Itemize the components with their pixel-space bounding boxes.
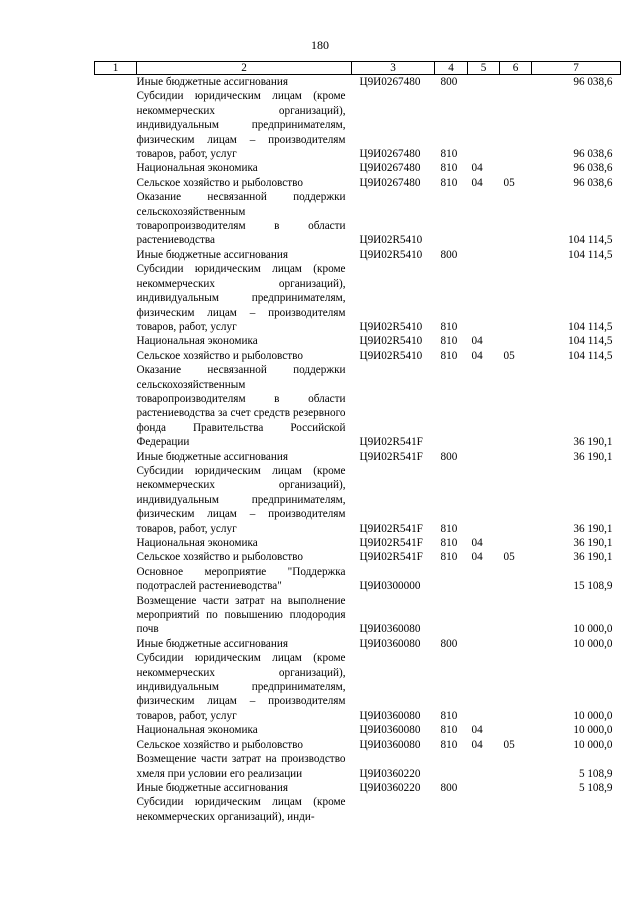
amount: 10 000,0 xyxy=(573,623,613,636)
subsection-code xyxy=(500,248,532,262)
header-col-6: 6 xyxy=(500,62,532,75)
expense-type: 810 xyxy=(440,349,458,362)
expense-type: 800 xyxy=(440,248,458,261)
expense-type xyxy=(435,363,468,449)
empty-cell xyxy=(95,450,137,464)
subsection-code xyxy=(500,363,532,449)
item-name: Национальная экономика xyxy=(136,162,258,175)
section-code xyxy=(468,248,500,262)
section-code xyxy=(468,75,500,90)
table-body xyxy=(95,75,621,825)
subsection-code xyxy=(500,651,532,723)
amount: 10 000,0 xyxy=(573,709,613,722)
item-name: Сельское хозяйство и рыболовство xyxy=(136,551,303,564)
table-row xyxy=(95,738,621,752)
empty-cell xyxy=(95,262,137,334)
expense-type: 810 xyxy=(440,335,458,348)
empty-cell xyxy=(95,550,137,564)
empty-cell xyxy=(95,637,137,651)
subsection-code xyxy=(500,334,532,348)
expense-type xyxy=(435,594,468,637)
expense-type: 800 xyxy=(440,76,458,88)
table-row xyxy=(95,334,621,348)
amount: 36 190,1 xyxy=(573,551,613,564)
empty-cell xyxy=(95,795,137,824)
table-row xyxy=(95,795,621,824)
item-name: Сельское хозяйство и рыболовство xyxy=(136,176,303,189)
section-code xyxy=(468,565,500,594)
table-row xyxy=(95,651,621,723)
subsection-code xyxy=(500,795,532,824)
item-name: Оказание несвязанной поддержки сельскохозяйственным товаропроизводителям в области растениеводства xyxy=(136,191,346,247)
target-code: Ц9И0267480 xyxy=(359,148,421,161)
amount: 104 114,5 xyxy=(568,248,613,261)
target-code: Ц9И02R541F xyxy=(359,436,423,449)
empty-cell xyxy=(95,723,137,737)
empty-cell xyxy=(95,363,137,449)
section-code xyxy=(468,637,500,651)
item-name: Субсидии юридическим лицам (кроме некоммерческих организаций), инди- xyxy=(136,796,346,823)
expense-type: 800 xyxy=(440,781,458,794)
table-row xyxy=(95,550,621,564)
section-code xyxy=(468,594,500,637)
budget-table xyxy=(94,61,621,824)
item-name: Национальная экономика xyxy=(136,724,258,737)
amount: 104 114,5 xyxy=(568,349,613,362)
subsection-code xyxy=(500,594,532,637)
table-row xyxy=(95,349,621,363)
subsection-code xyxy=(500,89,532,161)
amount: 96 038,6 xyxy=(573,76,613,88)
table-header-row xyxy=(95,62,621,75)
target-code: Ц9И0360080 xyxy=(359,738,421,751)
section-code xyxy=(468,190,500,248)
target-code: Ц9И0360080 xyxy=(359,724,421,737)
empty-cell xyxy=(95,464,137,536)
section-code: 04 xyxy=(471,162,483,175)
empty-cell xyxy=(95,334,137,348)
header-col-1: 1 xyxy=(95,62,137,75)
item-name: Иные бюджетные ассигнования xyxy=(136,450,288,463)
item-name: Возмещение части затрат на выполнение мероприятий по повышению плодородия почв xyxy=(136,594,346,636)
table-row xyxy=(95,190,621,248)
target-code: Ц9И02R541F xyxy=(359,537,423,549)
section-code: 04 xyxy=(471,349,483,362)
empty-cell xyxy=(95,781,137,795)
empty-cell xyxy=(95,565,137,594)
expense-type: 810 xyxy=(440,176,458,189)
table-row xyxy=(95,450,621,464)
table-row xyxy=(95,781,621,795)
table-row xyxy=(95,363,621,449)
amount: 36 190,1 xyxy=(573,436,613,449)
target-code: Ц9И0267480 xyxy=(359,162,421,175)
empty-cell xyxy=(95,248,137,262)
empty-cell xyxy=(95,738,137,752)
empty-cell xyxy=(95,161,137,175)
table-row xyxy=(95,89,621,161)
expense-type: 810 xyxy=(440,724,458,737)
amount: 96 038,6 xyxy=(573,176,613,189)
target-code: Ц9И02R5410 xyxy=(359,320,423,333)
amount xyxy=(532,795,621,824)
empty-cell xyxy=(95,594,137,637)
subsection-code: 05 xyxy=(503,349,515,362)
amount: 36 190,1 xyxy=(573,450,613,463)
subsection-code: 05 xyxy=(503,176,515,189)
section-code xyxy=(468,752,500,781)
subsection-code xyxy=(500,637,532,651)
item-name: Сельское хозяйство и рыболовство xyxy=(136,349,303,362)
empty-cell xyxy=(95,752,137,781)
section-code xyxy=(468,781,500,795)
amount: 104 114,5 xyxy=(568,320,613,333)
table-row xyxy=(95,75,621,90)
expense-type xyxy=(435,190,468,248)
target-code: Ц9И02R541F xyxy=(359,522,423,535)
item-name: Национальная экономика xyxy=(136,335,258,348)
expense-type: 800 xyxy=(440,450,458,463)
amount: 10 000,0 xyxy=(573,738,613,751)
subsection-code xyxy=(500,190,532,248)
empty-cell xyxy=(95,349,137,363)
subsection-code: 05 xyxy=(503,551,515,564)
header-col-3: 3 xyxy=(352,62,435,75)
expense-type: 810 xyxy=(440,551,458,564)
section-code: 04 xyxy=(471,551,483,564)
section-code xyxy=(468,651,500,723)
empty-cell xyxy=(95,190,137,248)
subsection-code xyxy=(500,723,532,737)
target-code: Ц9И0267480 xyxy=(359,176,421,189)
header-col-4: 4 xyxy=(435,62,468,75)
section-code: 04 xyxy=(471,738,483,751)
empty-cell xyxy=(95,75,137,90)
section-code xyxy=(468,464,500,536)
item-name: Иные бюджетные ассигнования xyxy=(136,637,288,650)
item-name: Возмещение части затрат на производство хмеля при условии его реализации xyxy=(136,753,346,780)
amount: 96 038,6 xyxy=(573,162,613,175)
target-code: Ц9И02R5410 xyxy=(359,234,423,247)
amount: 104 114,5 xyxy=(568,234,613,247)
target-code: Ц9И02R541F xyxy=(359,450,423,463)
section-code xyxy=(468,262,500,334)
item-name: Оказание несвязанной поддержки сельскохозяйственным товаропроизводителям в области растениеводства за счет средств резервного фонда Правительства Российской Федерации xyxy=(136,364,346,449)
expense-type: 810 xyxy=(440,537,458,549)
expense-type: 810 xyxy=(440,738,458,751)
table-row xyxy=(95,723,621,737)
table-row xyxy=(95,176,621,190)
expense-type: 810 xyxy=(440,709,458,722)
target-code: Ц9И0267480 xyxy=(359,76,421,88)
amount: 96 038,6 xyxy=(573,148,613,161)
expense-type: 810 xyxy=(440,148,458,161)
item-name: Иные бюджетные ассигнования xyxy=(136,76,288,88)
item-name: Иные бюджетные ассигнования xyxy=(136,781,288,794)
expense-type xyxy=(435,752,468,781)
table-row xyxy=(95,536,621,550)
target-code: Ц9И02R5410 xyxy=(359,248,423,261)
header-col-7: 7 xyxy=(532,62,621,75)
target-code: Ц9И0360080 xyxy=(359,623,421,636)
amount: 5 108,9 xyxy=(578,781,613,794)
empty-cell xyxy=(95,651,137,723)
item-name: Национальная экономика xyxy=(136,537,258,549)
section-code: 04 xyxy=(471,724,483,737)
expense-type: 800 xyxy=(440,637,458,650)
subsection-code xyxy=(500,781,532,795)
target-code: Ц9И02R5410 xyxy=(359,335,423,348)
section-code: 04 xyxy=(471,176,483,189)
target-code: Ц9И02R541F xyxy=(359,551,423,564)
item-name: Субсидии юридическим лицам (кроме некоммерческих организаций), индивидуальным предпринимателям, физическим лицам – производителям товаров, работ, услуг xyxy=(136,464,346,535)
target-code: Ц9И0360220 xyxy=(359,781,421,794)
subsection-code xyxy=(500,262,532,334)
section-code: 04 xyxy=(471,537,483,549)
expense-type: 810 xyxy=(440,162,458,175)
target-code: Ц9И02R5410 xyxy=(359,349,423,362)
subsection-code xyxy=(500,565,532,594)
amount: 36 190,1 xyxy=(573,522,613,535)
amount: 36 190,1 xyxy=(573,537,613,549)
table-row xyxy=(95,565,621,594)
subsection-code xyxy=(500,752,532,781)
subsection-code xyxy=(500,75,532,90)
expense-type xyxy=(435,565,468,594)
table-row xyxy=(95,637,621,651)
table-row xyxy=(95,248,621,262)
subsection-code xyxy=(500,536,532,550)
item-name: Субсидии юридическим лицам (кроме некоммерческих организаций), индивидуальным предпринимателям, физическим лицам – производителям товаров, работ, услуг xyxy=(136,90,346,161)
section-code xyxy=(468,450,500,464)
item-name: Сельское хозяйство и рыболовство xyxy=(136,738,303,751)
subsection-code: 05 xyxy=(503,738,515,751)
header-col-2: 2 xyxy=(137,62,352,75)
header-col-5: 5 xyxy=(468,62,500,75)
expense-type: 810 xyxy=(440,522,458,535)
amount: 10 000,0 xyxy=(573,724,613,737)
amount: 15 108,9 xyxy=(573,580,613,593)
empty-cell xyxy=(95,536,137,550)
empty-cell xyxy=(95,176,137,190)
target-code xyxy=(352,795,435,824)
table-row xyxy=(95,161,621,175)
section-code xyxy=(468,89,500,161)
amount: 5 108,9 xyxy=(578,767,613,780)
section-code xyxy=(468,363,500,449)
item-name: Основное мероприятие "Поддержка подотраслей растениеводства" xyxy=(136,565,346,593)
subsection-code xyxy=(500,464,532,536)
expense-type xyxy=(435,795,468,824)
expense-type: 810 xyxy=(440,320,458,333)
subsection-code xyxy=(500,161,532,175)
item-name: Субсидии юридическим лицам (кроме некоммерческих организаций), индивидуальным предпринимателям, физическим лицам – производителям товаров, работ, услуг xyxy=(136,263,346,333)
section-code: 04 xyxy=(471,335,483,348)
table-row xyxy=(95,594,621,637)
item-name: Субсидии юридическим лицам (кроме некоммерческих организаций), индивидуальным предпринимателям, физическим лицам – производителям товаров, работ, услуг xyxy=(136,652,346,722)
table-row xyxy=(95,752,621,781)
target-code: Ц9И0300000 xyxy=(359,580,421,593)
item-name: Иные бюджетные ассигнования xyxy=(136,248,288,261)
target-code: Ц9И0360220 xyxy=(359,767,421,780)
subsection-code xyxy=(500,450,532,464)
empty-cell xyxy=(95,89,137,161)
amount: 104 114,5 xyxy=(568,335,613,348)
target-code: Ц9И0360080 xyxy=(359,637,421,650)
amount: 10 000,0 xyxy=(573,637,613,650)
section-code xyxy=(468,795,500,824)
page-number: 180 xyxy=(311,38,329,52)
target-code: Ц9И0360080 xyxy=(359,709,421,722)
table-row xyxy=(95,464,621,536)
table-row xyxy=(95,262,621,334)
